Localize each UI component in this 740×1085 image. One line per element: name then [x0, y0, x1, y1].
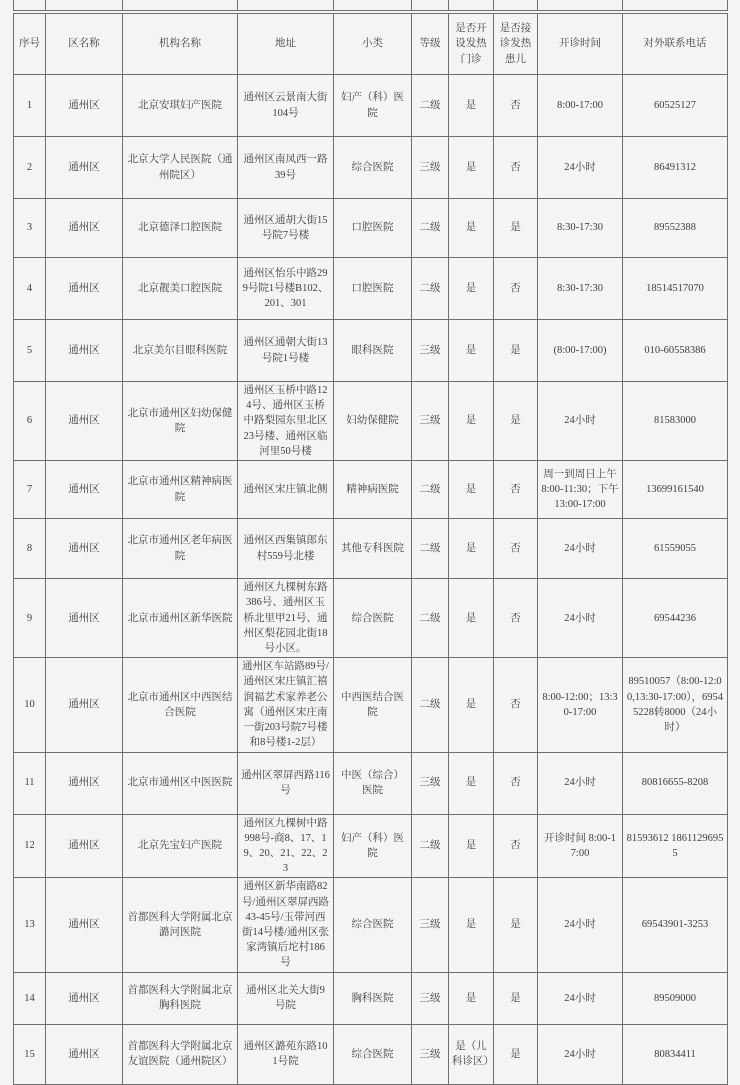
fever-child-cell: 否 — [494, 258, 538, 320]
fever-child-cell: 是 — [494, 1024, 538, 1084]
table-row — [14, 258, 728, 320]
district-cell: 通州区 — [46, 258, 123, 320]
district-cell: 通州区 — [46, 519, 123, 579]
col-header-fever-child: 是否接诊发热患儿 — [494, 14, 538, 75]
district-cell: 通州区 — [46, 137, 123, 199]
hours-cell: 周一到周日上午8:00-11:30；下午13:00-17:00 — [538, 461, 623, 519]
level-cell: 二级 — [412, 579, 449, 658]
level-cell: 二级 — [412, 75, 449, 137]
name-cell: 北京市通州区中医医院 — [123, 752, 238, 814]
table-row — [14, 137, 728, 199]
address-cell: 通州区南凤西一路39号 — [238, 137, 334, 199]
phone-cell: 89510057（8:00-12:00,13:30-17:00），69545228转8000（24小时） — [623, 658, 728, 752]
level-cell: 二级 — [412, 461, 449, 519]
hours-cell: 24小时 — [538, 878, 623, 972]
fever-child-cell: 否 — [494, 461, 538, 519]
col-header-phone: 对外联系电话 — [623, 14, 728, 75]
col-header-district: 区名称 — [46, 14, 123, 75]
serial-cell: 1 — [14, 75, 46, 137]
col-header-hours: 开诊时间 — [538, 14, 623, 75]
phone-cell: 69544236 — [623, 579, 728, 658]
hospital-table — [13, 13, 728, 1085]
phone-cell: 89509000 — [623, 972, 728, 1024]
category-cell: 妇产（科）医院 — [334, 75, 412, 137]
hours-cell: 24小时 — [538, 579, 623, 658]
name-cell: 北京市通州区老年病医院 — [123, 519, 238, 579]
address-cell: 通州区九棵树东路386号、通州区玉桥北里甲21号、通州区梨花园北街18号小区。 — [238, 579, 334, 658]
serial-cell: 6 — [14, 382, 46, 461]
serial-cell: 4 — [14, 258, 46, 320]
table-row — [14, 199, 728, 258]
serial-cell: 2 — [14, 137, 46, 199]
category-cell: 综合医院 — [334, 878, 412, 972]
phone-cell: 81583000 — [623, 382, 728, 461]
hours-cell: 开诊时间 8:00-17:00 — [538, 814, 623, 878]
table-row — [14, 1024, 728, 1084]
serial-cell: 11 — [14, 752, 46, 814]
category-cell: 妇幼保健院 — [334, 382, 412, 461]
phone-cell: 80816655-8208 — [623, 752, 728, 814]
col-header-address: 地址 — [238, 14, 334, 75]
hours-cell: 24小时 — [538, 382, 623, 461]
table-row — [14, 658, 728, 752]
serial-cell: 3 — [14, 199, 46, 258]
table-row — [14, 814, 728, 878]
fever-child-cell: 否 — [494, 658, 538, 752]
col-header-fever-clinic: 是否开设发热门诊 — [449, 14, 494, 75]
name-cell: 北京安琪妇产医院 — [123, 75, 238, 137]
level-cell: 三级 — [412, 320, 449, 382]
district-cell: 通州区 — [46, 382, 123, 461]
address-cell: 通州区通胡大街15号院7号楼 — [238, 199, 334, 258]
table-row — [14, 752, 728, 814]
fever-clinic-cell: 是 — [449, 579, 494, 658]
address-cell: 通州区云景南大街104号 — [238, 75, 334, 137]
hours-cell: 8:00-12:00；13:30-17:00 — [538, 658, 623, 752]
name-cell: 首都医科大学附属北京胸科医院 — [123, 972, 238, 1024]
table-row — [14, 579, 728, 658]
level-cell: 三级 — [412, 878, 449, 972]
address-cell: 通州区潞苑东路101号院 — [238, 1024, 334, 1084]
serial-cell: 9 — [14, 579, 46, 658]
category-cell: 综合医院 — [334, 1024, 412, 1084]
header-row — [14, 14, 728, 75]
fever-child-cell: 是 — [494, 972, 538, 1024]
district-cell: 通州区 — [46, 1024, 123, 1084]
table-row — [14, 382, 728, 461]
name-cell: 北京德泽口腔医院 — [123, 199, 238, 258]
address-cell: 通州区车站路89号/通州区宋庄镇汇禧润福艺术家养老公寓（通州区宋庄南一街203号院7号楼和8号楼1-2层） — [238, 658, 334, 752]
fever-child-cell: 是 — [494, 320, 538, 382]
fever-child-cell: 否 — [494, 814, 538, 878]
phone-cell: 86491312 — [623, 137, 728, 199]
fever-clinic-cell: 是 — [449, 972, 494, 1024]
category-cell: 中医（综合）医院 — [334, 752, 412, 814]
hours-cell: 24小时 — [538, 752, 623, 814]
category-cell: 中西医结合医院 — [334, 658, 412, 752]
name-cell: 北京市通州区精神病医院 — [123, 461, 238, 519]
table-row — [14, 320, 728, 382]
col-header-serial: 序号 — [14, 14, 46, 75]
fever-clinic-cell: 是 — [449, 814, 494, 878]
category-cell: 精神病医院 — [334, 461, 412, 519]
table-row — [14, 972, 728, 1024]
fever-clinic-cell: 是 — [449, 320, 494, 382]
district-cell: 通州区 — [46, 75, 123, 137]
phone-cell: 61559055 — [623, 519, 728, 579]
district-cell: 通州区 — [46, 814, 123, 878]
level-cell: 三级 — [412, 382, 449, 461]
district-cell: 通州区 — [46, 752, 123, 814]
name-cell: 首都医科大学附属北京友谊医院（通州院区） — [123, 1024, 238, 1084]
phone-cell: 80834411 — [623, 1024, 728, 1084]
level-cell: 二级 — [412, 658, 449, 752]
address-cell: 通州区新华南路82号/通州区翠屏西路43-45号/玉带河西街14号楼/通州区张家湾镇后坨村186号 — [238, 878, 334, 972]
category-cell: 其他专科医院 — [334, 519, 412, 579]
name-cell: 北京美尔目眼科医院 — [123, 320, 238, 382]
level-cell: 三级 — [412, 972, 449, 1024]
category-cell: 口腔医院 — [334, 258, 412, 320]
phone-cell: 81593612 18611296955 — [623, 814, 728, 878]
address-cell: 通州区西集镇郎东村559号北楼 — [238, 519, 334, 579]
address-cell: 通州区怡乐中路299号院1号楼B102、201、301 — [238, 258, 334, 320]
phone-cell: 13699161540 — [623, 461, 728, 519]
fever-clinic-cell: 是 — [449, 461, 494, 519]
hours-cell: 24小时 — [538, 137, 623, 199]
fever-clinic-cell: 是 — [449, 878, 494, 972]
fever-child-cell: 否 — [494, 75, 538, 137]
district-cell: 通州区 — [46, 972, 123, 1024]
serial-cell: 13 — [14, 878, 46, 972]
fever-child-cell: 否 — [494, 752, 538, 814]
hours-cell: 8:00-17:00 — [538, 75, 623, 137]
serial-cell: 10 — [14, 658, 46, 752]
fever-clinic-cell: 是 — [449, 75, 494, 137]
phone-cell: 18514517070 — [623, 258, 728, 320]
col-header-category: 小类 — [334, 14, 412, 75]
category-cell: 胸科医院 — [334, 972, 412, 1024]
hours-cell: 8:30-17:30 — [538, 199, 623, 258]
name-cell: 北京先宝妇产医院 — [123, 814, 238, 878]
clipped-row-above — [13, 0, 728, 11]
fever-child-cell: 是 — [494, 382, 538, 461]
serial-cell: 15 — [14, 1024, 46, 1084]
fever-clinic-cell: 是 — [449, 137, 494, 199]
district-cell: 通州区 — [46, 320, 123, 382]
phone-cell: 89552388 — [623, 199, 728, 258]
level-cell: 二级 — [412, 258, 449, 320]
district-cell: 通州区 — [46, 579, 123, 658]
hours-cell: 24小时 — [538, 1024, 623, 1084]
col-header-institution: 机构名称 — [123, 14, 238, 75]
name-cell: 北京市通州区新华医院 — [123, 579, 238, 658]
fever-clinic-cell: 是 — [449, 258, 494, 320]
fever-child-cell: 否 — [494, 519, 538, 579]
category-cell: 综合医院 — [334, 137, 412, 199]
fever-clinic-cell: 是 — [449, 752, 494, 814]
clipped-row — [14, 0, 728, 11]
level-cell: 二级 — [412, 519, 449, 579]
hours-cell: 24小时 — [538, 519, 623, 579]
address-cell: 通州区翠屏西路116号 — [238, 752, 334, 814]
serial-cell: 7 — [14, 461, 46, 519]
fever-clinic-cell: 是 — [449, 519, 494, 579]
district-cell: 通州区 — [46, 658, 123, 752]
name-cell: 北京大学人民医院（通州院区） — [123, 137, 238, 199]
name-cell: 北京靓美口腔医院 — [123, 258, 238, 320]
address-cell: 通州区九棵树中路998号-商8、17、19、20、21、22、23 — [238, 814, 334, 878]
table-row — [14, 75, 728, 137]
fever-child-cell: 是 — [494, 878, 538, 972]
address-cell: 通州区通朝大街13号院1号楼 — [238, 320, 334, 382]
name-cell: 北京市通州区妇幼保健院 — [123, 382, 238, 461]
table-row — [14, 461, 728, 519]
level-cell: 三级 — [412, 1024, 449, 1084]
fever-clinic-cell: 是 — [449, 382, 494, 461]
phone-cell: 60525127 — [623, 75, 728, 137]
name-cell: 北京市通州区中西医结合医院 — [123, 658, 238, 752]
district-cell: 通州区 — [46, 461, 123, 519]
serial-cell: 14 — [14, 972, 46, 1024]
address-cell: 通州区宋庄镇北侧 — [238, 461, 334, 519]
fever-child-cell: 否 — [494, 137, 538, 199]
district-cell: 通州区 — [46, 878, 123, 972]
fever-clinic-cell: 是（儿科诊区） — [449, 1024, 494, 1084]
address-cell: 通州区北关大街9号院 — [238, 972, 334, 1024]
table-row — [14, 519, 728, 579]
category-cell: 眼科医院 — [334, 320, 412, 382]
district-cell: 通州区 — [46, 199, 123, 258]
category-cell: 口腔医院 — [334, 199, 412, 258]
level-cell: 二级 — [412, 199, 449, 258]
address-cell: 通州区玉桥中路124号、通州区玉桥中路梨园东里北区23号楼、通州区临河里50号楼 — [238, 382, 334, 461]
phone-cell: 010-60558386 — [623, 320, 728, 382]
category-cell: 妇产（科）医院 — [334, 814, 412, 878]
hours-cell: 8:30-17:30 — [538, 258, 623, 320]
fever-child-cell: 是 — [494, 199, 538, 258]
name-cell: 首都医科大学附属北京潞河医院 — [123, 878, 238, 972]
hours-cell: 24小时 — [538, 972, 623, 1024]
fever-child-cell: 否 — [494, 579, 538, 658]
table-row — [14, 878, 728, 972]
serial-cell: 5 — [14, 320, 46, 382]
level-cell: 三级 — [412, 137, 449, 199]
hours-cell: (8:00-17:00) — [538, 320, 623, 382]
level-cell: 二级 — [412, 814, 449, 878]
phone-cell: 69543901-3253 — [623, 878, 728, 972]
serial-cell: 12 — [14, 814, 46, 878]
fever-clinic-cell: 是 — [449, 658, 494, 752]
serial-cell: 8 — [14, 519, 46, 579]
category-cell: 综合医院 — [334, 579, 412, 658]
level-cell: 三级 — [412, 752, 449, 814]
col-header-level: 等级 — [412, 14, 449, 75]
fever-clinic-cell: 是 — [449, 199, 494, 258]
